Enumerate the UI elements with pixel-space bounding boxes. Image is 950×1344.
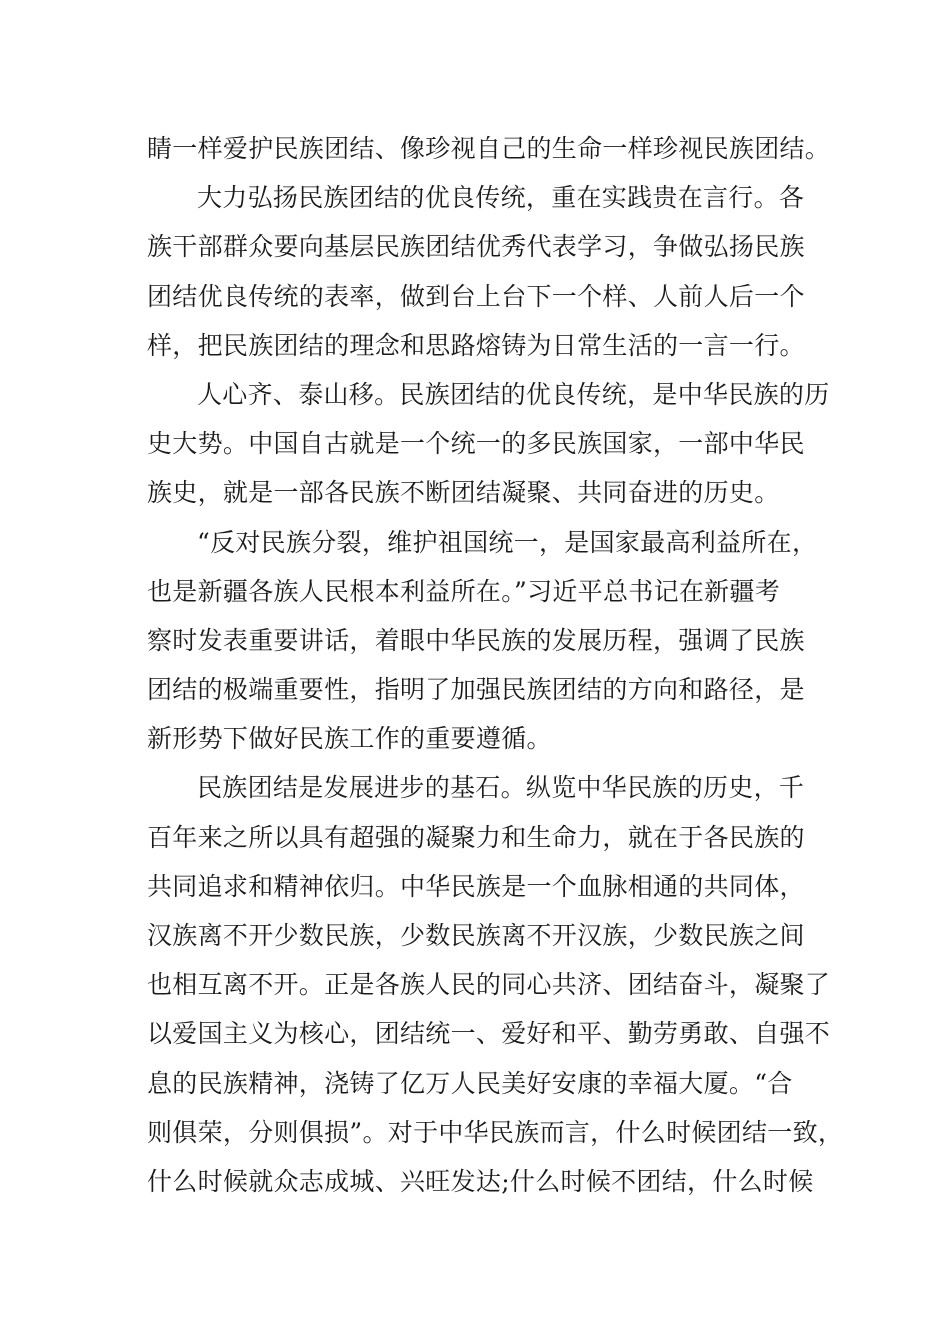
text-line: 民族团结是发展进步的基石。纵览中华民族的历史，千 [197, 773, 805, 803]
text-line: 睛一样爱护民族团结、像珍视自己的生命一样珍视民族团结。 [147, 134, 831, 163]
text-line: 汉族离不开少数民族，少数民族离不开汉族，少数民族之间 [147, 921, 805, 950]
text-line: 以爱国主义为核心，团结统一、爱好和平、勤劳勇敢、自强不 [147, 1019, 831, 1049]
text-line: 息的民族精神，浇铸了亿万人民美好安康的幸福大厦。“合 [147, 1068, 793, 1098]
text-line: 人心齐、泰山移。民族团结的优良传统，是中华民族的历 [197, 379, 830, 409]
text-line: 族史，就是一部各民族不断团结凝聚、共同奋进的历史。 [147, 478, 780, 508]
text-line: 新形势下做好民族工作的重要遵循。 [147, 724, 552, 754]
text-line: 族干部群众要向基层民族团结优秀代表学习，争做弘扬民族 [147, 232, 805, 262]
text-line: 大力弘扬民族团结的优良传统，重在实践贵在言行。各 [197, 183, 805, 213]
text-line: 样，把民族团结的理念和思路熔铸为日常生活的一言一行。 [147, 330, 805, 360]
text-line: 史大势。中国自古就是一个统一的多民族国家，一部中华民 [147, 429, 805, 459]
text-line: 团结的极端重要性，指明了加强民族团结的方向和路径，是 [147, 675, 805, 705]
text-line: 也是新疆各族人民根本利益所在。”习近平总书记在新疆考 [147, 576, 781, 606]
body-text [147, 124, 844, 1206]
text-line: “反对民族分裂，维护祖国统一，是国家最高利益所在， [197, 527, 818, 557]
text-line: 共同追求和精神依归。中华民族是一个血脉相通的共同体， [147, 871, 805, 901]
text-line: 则俱荣，分则俱损”。对于中华民族而言，什么时候团结一致， [147, 1117, 844, 1147]
text-line: 团结优良传统的表率，做到台上台下一个样、人前人后一个 [147, 281, 805, 311]
text-line: 什么时候就众志成城、兴旺发达;什么时候不团结，什么时候 [147, 1166, 814, 1196]
text-line: 察时发表重要讲话，着眼中华民族的发展历程，强调了民族 [147, 625, 805, 655]
text-line: 也相互离不开。正是各族人民的同心共济、团结奋斗，凝聚了 [147, 970, 831, 1000]
text-line: 百年来之所以具有超强的凝聚力和生命力，就在于各民族的 [147, 822, 805, 852]
